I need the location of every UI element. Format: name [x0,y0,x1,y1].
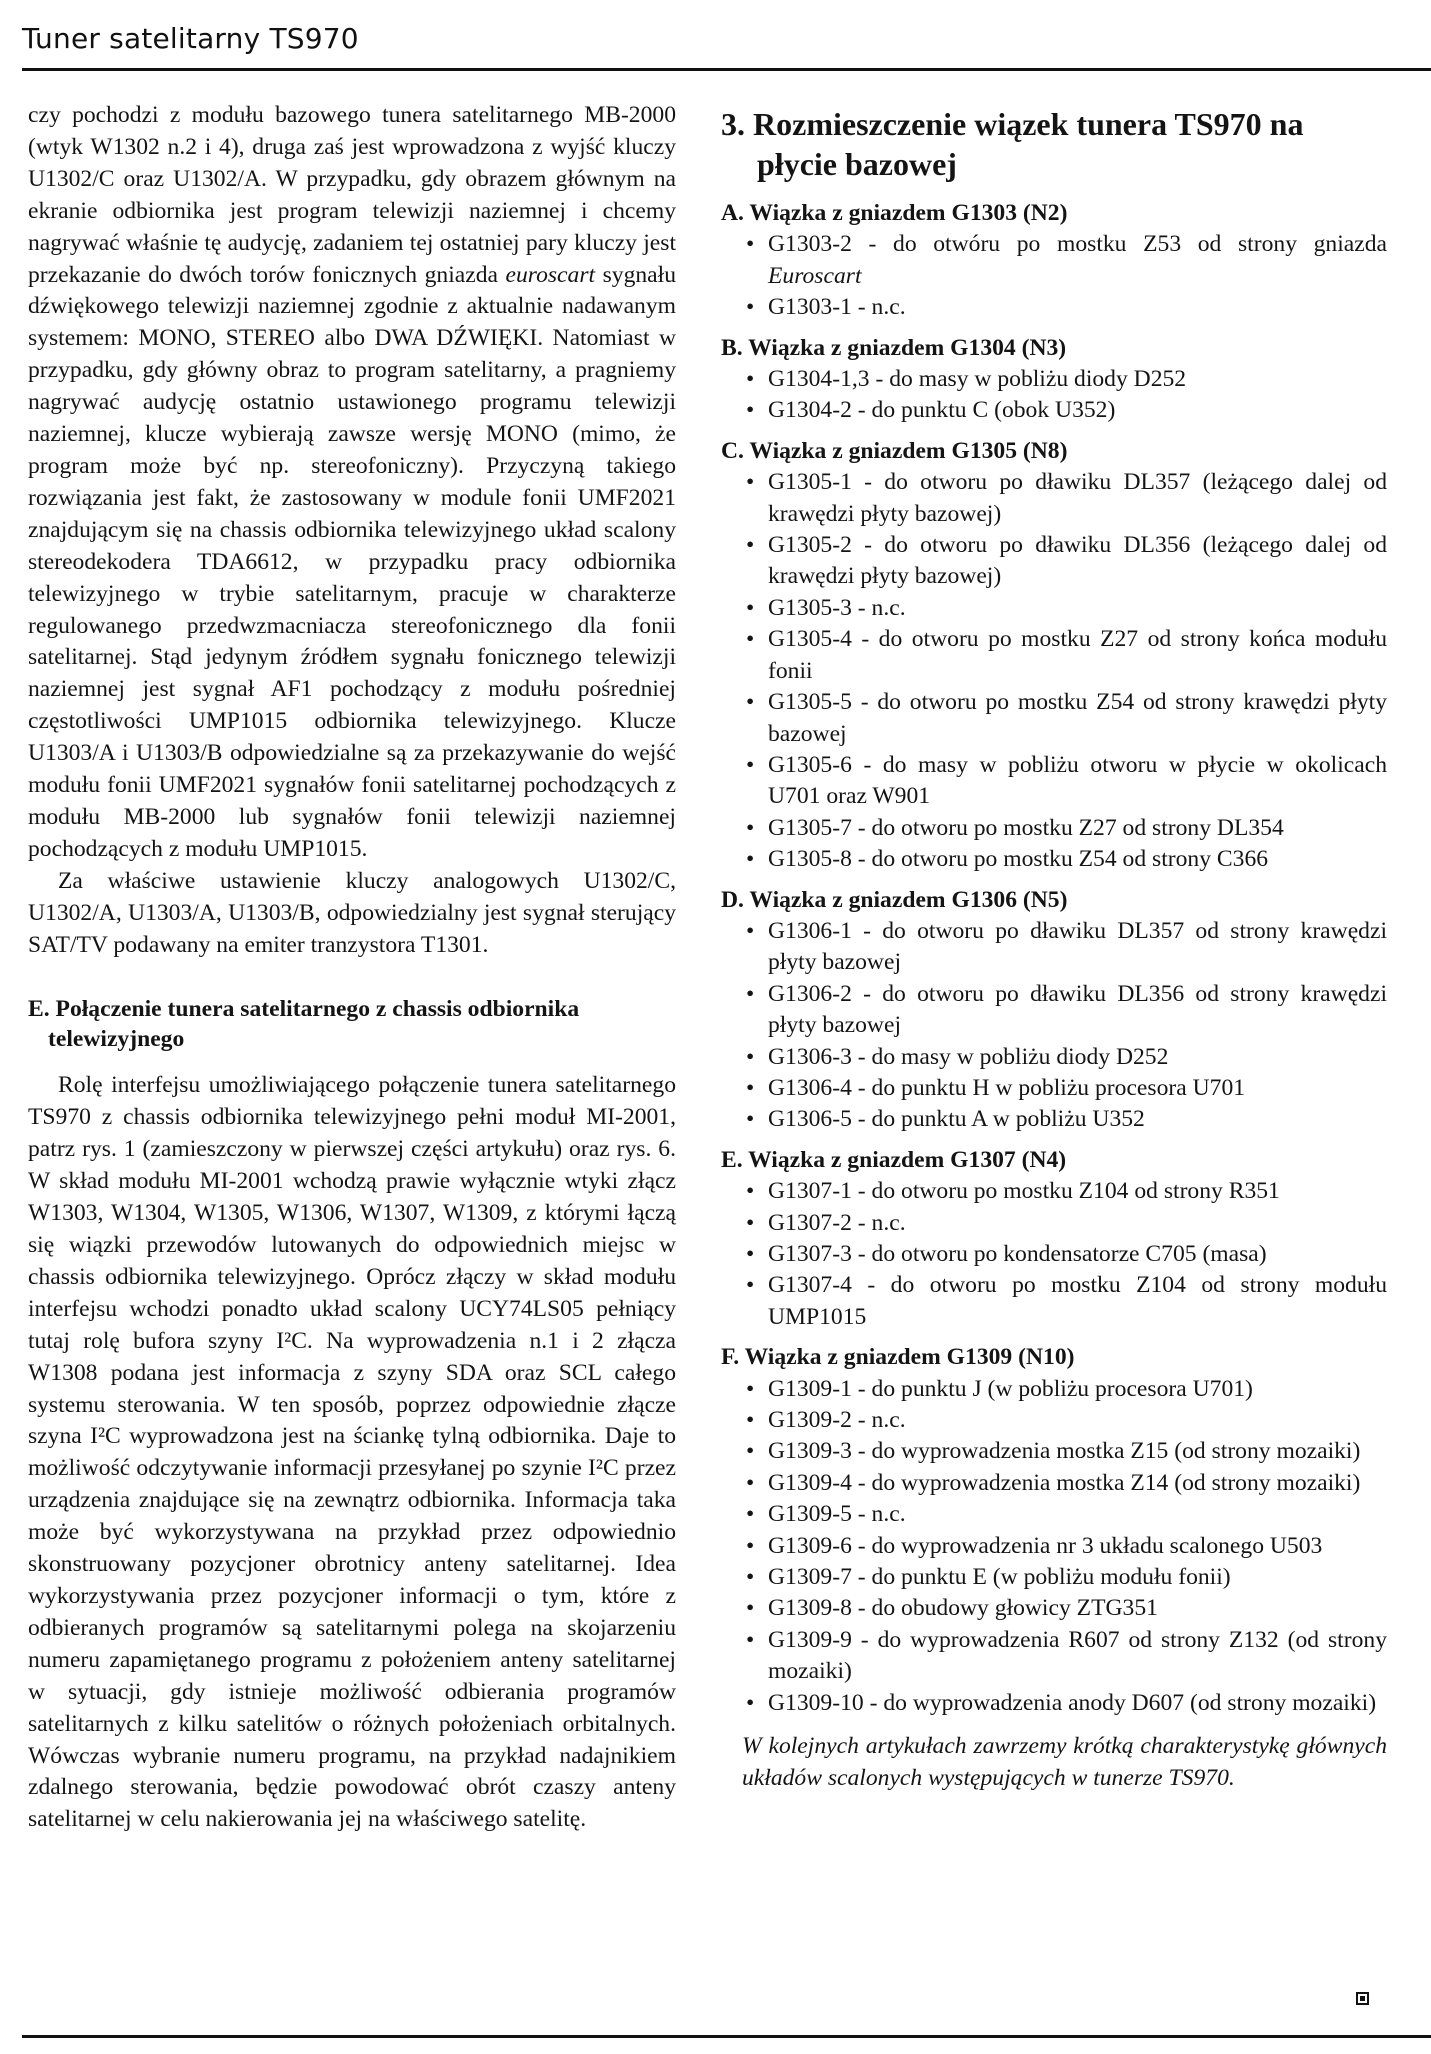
pin-item [744,593,1387,624]
pin-text: G1306-2 - do otworu po dławiku DL356 od strony krawędzi płyty bazowej [768,980,1387,1039]
paragraph-interface: Rolę interfejsu umożliwiającego połączenie tunera satelitarnego TS970 z chassis odbiornika telewizyjnego pełni moduł MI-2001, patrz rys. 1 (zamieszczony w pierwszej części artykułu) oraz rys. 6. W skład modułu MI-2001 wchodzą prawie wyłącznie wtyki złącz W1303, W1304, W1305, W1306, W1307, W1309, z którymi łączą się wiązki przewodów lutowanych do odpowiednich miejsc w chassis odbiornika telewizyjnego. Oprócz złączy w skład modułu interfejsu wchodzi ponadto układ scalony UCY74LS05 pełniący tutaj rolę bufora szyny I²C. Na wyprowadzenia n.1 i 2 złącza W1308 podana jest informacja z szyny SDA oraz SCL całego systemu sterowania. W ten sposób, poprzez odpowiednie złącze szyna I²C wyprowadzona jest na ściankę tylną odbiornika. Daje to możliwość odczytywanie informacji przesyłanej po szynie I²C przez urządzenia znajdujące się na zewnątrz odbiornika. Informacja taka może być wykorzystywana na przykład przez odpowiednio skonstruowany pozycjoner obrotnicy anteny satelitarnej. Idea wykorzystywania przez pozycjoner informacji o tym, które z odbieranych programów są satelitarnymi polega na skojarzeniu numeru zapamiętanego programu z położeniem anteny satelitarnej w sytuacji, gdy istnieje możliwość odbierania programów satelitarnych z kilku satelitów o różnych położeniach orbitalnych. Wówczas wybranie numeru programu, na przykład nadajnikiem zdalnego sterowania, będzie powodować obrót czaszy anteny satelitarnej w celu nakierowania jej na właściwego satelitę. [28,1072,676,1833]
pin-list [721,1176,1387,1333]
paragraph-continued [28,100,676,866]
pin-list [721,467,1387,875]
pin-text: G1305-5 - do otworu po mostku Z54 od strony krawędzi płyty bazowej [768,689,1387,747]
harness-section [721,198,1387,324]
harness-section [721,1145,1387,1333]
harness-heading: B. Wiązka z gniazdem G1304 (N3) [721,334,1067,361]
pin-list [721,229,1387,323]
pin-item [744,395,1387,426]
closing-note: W kolejnych artykułach zawrzemy krótką charakterystykę głównych układów scalonych występujących w tunerze TS970. [742,1733,1387,1791]
pin-text: G1305-7 - do otworu po mostku Z27 od strony DL354 [768,814,1284,841]
pin-item [744,1239,1387,1270]
pin-text: G1309-9 - do wyprowadzenia R607 od strony Z132 (od strony mozaiki) [768,1626,1387,1685]
pin-item [744,1042,1387,1073]
pin-item [744,530,1387,593]
pin-item [744,229,1387,292]
pin-item [744,1625,1387,1688]
pin-item [744,813,1387,844]
pin-text: G1303-2 - do otwóru po mostku Z53 od strony gniazda [768,231,1387,258]
pin-text: G1306-3 - do masy w pobliżu diody D252 [768,1043,1169,1070]
pin-text: G1305-3 - n.c. [768,594,906,621]
pin-text: G1307-1 - do otworu po mostku Z104 od strony R351 [768,1178,1280,1205]
pin-text: G1309-10 - do wyprowadzenia anody D607 (od strony mozaiki) [768,1689,1377,1716]
pin-item [744,1688,1387,1719]
pin-text: G1305-2 - do otworu po dławiku DL356 (leżącego dalej od krawędzi płyty bazowej) [768,532,1387,590]
paragraph-keys: Za właściwe ustawienie kluczy analogowych U1302/C, U1302/A, U1303/A, U1303/B, odpowiedzialny jest sygnał sterujący SAT/TV podawany na emiter tranzystora T1301. [28,867,676,958]
pin-text: G1305-8 - do otworu po mostku Z54 od strony C366 [768,846,1269,873]
harness-heading: C. Wiązka z gniazdem G1305 (N8) [721,437,1068,464]
harness-section [721,436,1387,876]
emphasis-euroscart: euroscart [505,261,596,288]
end-of-article-square-icon [1356,1992,1369,2005]
pin-item [744,1104,1387,1135]
pin-text: G1306-4 - do punktu H w pobliżu procesora U701 [768,1074,1246,1101]
pin-item [744,292,1387,323]
pin-text: G1305-1 - do otworu po dławiku DL357 (leżącego dalej od krawędzi płyty bazowej) [768,469,1387,527]
paragraph-text: czy pochodzi z modułu bazowego tunera satelitarnego MB-2000 (wtyk W1302 n.2 i 4), druga zaś jest wprowadzona z wyjść kluczy U1302/C oraz U1302/A. W przypadku, gdy obrazem głównym na ekranie odbiornika jest program telewizji naziemnej i chcemy nagrywać właśnie tę audycję, zadaniem tej ostatniej pary kluczy jest przekazanie do dwóch torów fonicznych gniazda [28,102,676,288]
header-rule [22,68,1431,71]
pin-item [744,687,1387,750]
section-heading-3: 3. Rozmieszczenie wiązek tunera TS970 na płycie bazowej [721,106,1304,182]
pin-text: G1306-5 - do punktu A w pobliżu U352 [768,1106,1145,1133]
harness-heading: F. Wiązka z gniazdem G1309 (N10) [721,1344,1075,1371]
section-heading-e: E. Połączenie tunera satelitarnego z chassis odbiornika telewizyjnego [28,996,580,1052]
pin-item [744,364,1387,395]
pin-item [744,1270,1387,1333]
pin-text: G1305-4 - do otworu po mostku Z27 od strony końca modułu fonii [768,626,1387,684]
pin-text: G1309-3 - do wyprowadzenia mostka Z15 (od strony mozaiki) [768,1438,1361,1465]
paragraph-text: sygnału dźwiękowego telewizji naziemnej zgodnie z aktualnie nadawanym systemem: MONO, STEREO albo DWA DŹWIĘKI. Natomiast w przypadku, gdy główny obraz to program satelitarny, a pragniemy nagrywać audycję ostatnio ustawionego programu telewizji naziemnej, klucze wybierają zawsze wersję MONO (mimo, że program może być np. stereofoniczny). Przyczyną takiego rozwiązania jest fakt, że zastosowany w module fonii UMF2021 znajdującym się na chassis odbiornika telewizyjnego układ scalony stereodekodera TDA6612, w przypadku pracy odbiornika telewizyjnego w trybie satelitarnym, pracuje w charakterze regulowanego przedwzmacniacza stereofonicznego dla fonii satelitarnej. Stąd jedynym źródłem sygnału fonicznego telewizji naziemnej jest sygnał AF1 pochodzący z modułu pośredniej częstotliwości UMP1015 odbiornika telewizyjnego. Klucze U1303/A i U1303/B odpowiedzialne są za przekazywanie do wejść modułu fonii UMF2021 sygnałów fonii satelitarnej pochodzących z modułu MB-2000 lub sygnałów fonii telewizji naziemnej pochodzących z modułu UMP1015. [28,261,676,862]
pin-item [744,624,1387,687]
pin-text: G1303-1 - n.c. [768,294,906,321]
pin-text: G1309-6 - do wyprowadzenia nr 3 układu scalonego U503 [768,1532,1323,1559]
pin-text: G1304-1,3 - do masy w pobliżu diody D252 [768,366,1187,393]
pin-list [721,364,1387,427]
pin-text: G1309-4 - do wyprowadzenia mostka Z14 (od strony mozaiki) [768,1469,1361,1496]
pin-item [744,1405,1387,1436]
pin-item [744,1562,1387,1593]
pin-item [744,1073,1387,1104]
pin-list [721,1374,1387,1719]
pin-text: G1309-7 - do punktu E (w pobliżu modułu fonii) [768,1564,1231,1591]
pin-item [744,467,1387,530]
pin-item [744,1436,1387,1467]
pin-item [744,1468,1387,1499]
pin-text: G1307-3 - do otworu po kondensatorze C705 (masa) [768,1241,1267,1267]
pin-list [721,916,1387,1136]
pin-item [744,916,1387,979]
harness-heading: D. Wiązka z gniazdem G1306 (N5) [721,886,1068,913]
harness-section [721,885,1387,1136]
pin-text: G1309-1 - do punktu J (w pobliżu procesora U701) [768,1375,1253,1402]
right-column [721,104,1387,1794]
pin-item [744,979,1387,1042]
page-header-title: Tuner satelitarny TS970 [22,22,359,55]
pin-item [744,1176,1387,1207]
pin-item [744,1499,1387,1530]
pin-text: G1309-5 - n.c. [768,1501,906,1528]
footer-rule [22,2035,1431,2038]
pin-text: G1305-6 - do masy w pobliżu otworu w płycie w okolicach U701 oraz W901 [768,751,1387,810]
left-column [28,100,676,1836]
pin-item [744,844,1387,875]
pin-text: G1309-8 - do obudowy głowicy ZTG351 [768,1595,1158,1622]
pin-item [744,1531,1387,1562]
pin-text: G1306-1 - do otworu po dławiku DL357 od strony krawędzi płyty bazowej [768,917,1387,976]
pin-item [744,750,1387,813]
pin-text-emphasis: Euroscart [768,262,862,289]
harness-heading: A. Wiązka z gniazdem G1303 (N2) [721,200,1068,226]
pin-text: G1304-2 - do punktu C (obok U352) [768,397,1116,424]
harness-section [721,1342,1387,1719]
pin-item [744,1593,1387,1624]
pin-item [744,1374,1387,1405]
pin-text: G1307-2 - n.c. [768,1209,906,1236]
harness-sections [721,198,1387,1719]
pin-text: G1307-4 - do otworu po mostku Z104 od strony modułu UMP1015 [768,1272,1387,1330]
harness-heading: E. Wiązka z gniazdem G1307 (N4) [721,1146,1067,1173]
harness-section [721,333,1387,427]
pin-item [744,1208,1387,1239]
pin-text: G1309-2 - n.c. [768,1407,906,1434]
